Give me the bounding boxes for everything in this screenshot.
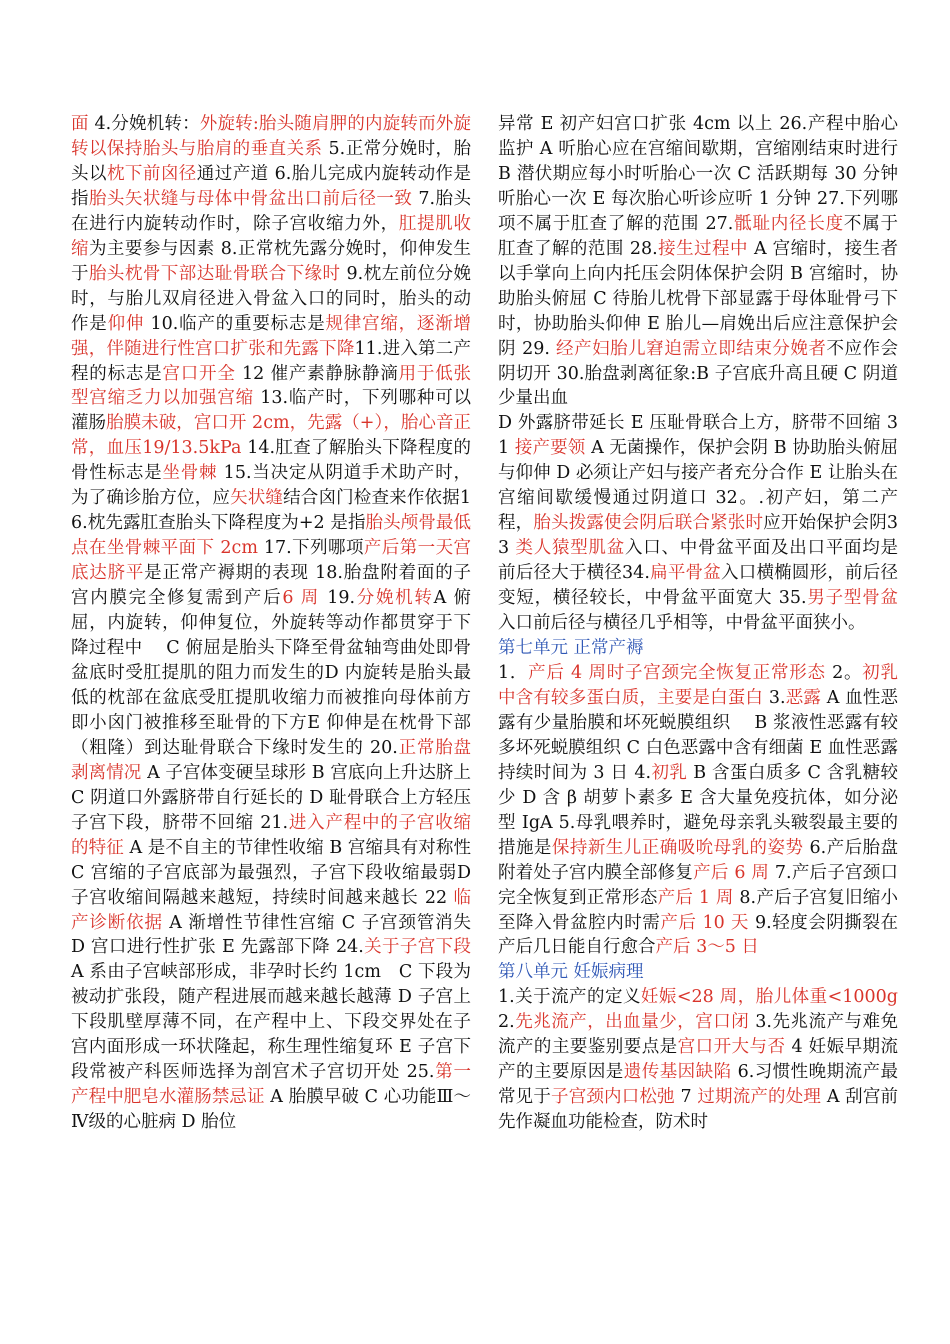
highlighted-answer: 仰伸 bbox=[107, 313, 145, 334]
left-column bbox=[71, 112, 471, 1135]
highlighted-answer: 正常胎盘剥离情况 bbox=[71, 737, 471, 783]
body-text: A 刮宫前先作凝血功能检查，防术时 bbox=[498, 1087, 899, 1133]
highlighted-answer: 过期流产的处理 bbox=[697, 1087, 822, 1108]
highlighted-answer: 第一产程中肥皂水灌肠禁忌证 bbox=[71, 1062, 471, 1108]
heading-text: 第八单元 妊娠病理 bbox=[498, 962, 644, 983]
paragraph bbox=[498, 661, 898, 960]
body-text: 17.下列哪项 bbox=[257, 538, 364, 559]
highlighted-answer: 临产诊断依据 bbox=[71, 887, 471, 933]
highlighted-answer: 枕下前囟径 bbox=[106, 163, 197, 184]
highlighted-answer: 接产要领 bbox=[514, 438, 586, 459]
highlighted-answer: 妊娠<28 周，胎儿体重<1000g bbox=[640, 987, 898, 1008]
body-text: A 血性恶露有少量胎膜和坏死蜕膜组织 B 浆液性恶露有较多坏死蜕膜组织 C 白色恶露中含有细菌 E 血性恶露持续时间为 3 日 4. bbox=[498, 687, 899, 783]
highlighted-answer: 初乳中含有较多蛋白质，主要是白蛋白 bbox=[498, 662, 899, 708]
highlighted-answer: 经产妇胎儿窘迫需立即结束分娩者 bbox=[556, 338, 827, 359]
highlighted-answer: 胎头枕骨下部达耻骨联合下缘时 bbox=[88, 263, 341, 284]
highlighted-answer: 进入产程中的子宫收缩的特征 bbox=[71, 812, 471, 858]
body-text: 11.进入第二产程的标志是 bbox=[71, 338, 471, 384]
body-text: 通过产道 6.胎儿完成内旋转动作是指 bbox=[71, 163, 472, 209]
highlighted-answer: 胎头拨露使会阴后联合紧张时 bbox=[533, 513, 764, 534]
body-text: 5.正常分娩时，胎头以 bbox=[71, 138, 471, 184]
body-text: 9.轻度会阴撕裂在产后几日能自行愈合 bbox=[498, 912, 898, 958]
highlighted-answer: 产后 6 周 bbox=[693, 862, 770, 883]
highlighted-answer: 产后 4 周时子宫颈完全恢复正常形态 bbox=[528, 662, 826, 683]
body-text: 应开始保护会阴33 bbox=[498, 513, 899, 559]
paragraph bbox=[498, 411, 898, 636]
body-text: A 胎膜早破 C 心功能Ⅲ～Ⅳ级的心脏病 D 胎位 bbox=[71, 1087, 472, 1133]
paragraph bbox=[498, 112, 898, 411]
body-text: A 无菌操作，保护会阴 B 协助胎头俯屈与仰伸 D 必须让产妇与接产者充分合作 E 让胎头在宫缩间歇缓慢通过阴道口 32。.初产妇，第二产程， bbox=[498, 438, 899, 534]
body-text: 为主要参与因素 8.正常枕先露分娩时，仰伸发生于 bbox=[71, 238, 471, 284]
body-text: B 含蛋白质多 C 含乳糖较少 D 含 β 胡萝卜素多 E 含大量免疫抗体，如分泌型 IgA 5.母乳喂养时，避免母亲乳头皲裂最主要的措施是 bbox=[498, 762, 898, 858]
body-text: 3. bbox=[763, 687, 786, 708]
highlighted-answer: 胎头矢状缝与母体中骨盆出口前后径一致 bbox=[88, 188, 413, 209]
body-text: 19. bbox=[319, 588, 356, 609]
heading-text: 第七单元 正常产褥 bbox=[498, 638, 644, 659]
highlighted-answer: 子宫颈内口松弛 bbox=[551, 1087, 675, 1108]
highlighted-answer: 关于子宫下段 bbox=[363, 937, 472, 958]
highlighted-answer: 分娩机转 bbox=[355, 588, 434, 609]
body-text: 2. bbox=[498, 1012, 515, 1033]
body-text: 9.枕左前位分娩时，与胎儿双肩径进入骨盆入口的同时，胎头的动作是 bbox=[71, 263, 471, 334]
highlighted-answer: 扁平骨盆 bbox=[649, 563, 721, 584]
highlighted-answer: 先兆流产，出血量少，宫口闭 bbox=[514, 1012, 750, 1033]
body-text: 3.先兆流产与难免流产的主要鉴别要点是 bbox=[498, 1012, 899, 1058]
section-heading bbox=[498, 636, 898, 661]
highlighted-answer: 肛提肌收缩 bbox=[71, 213, 472, 259]
body-text: 入口前后径与横径几乎相等，中骨盆平面狭小。 bbox=[498, 613, 866, 634]
highlighted-answer: 面 bbox=[71, 114, 95, 134]
body-text: 不应作会阴切开 30.胎盘剥离征象:B 子宫底升高且硬 C 阴道少量出血 bbox=[498, 338, 899, 409]
highlighted-answer: 宫口开大与否 bbox=[677, 1037, 786, 1058]
highlighted-answer: 宫口开全 bbox=[162, 363, 236, 384]
highlighted-answer: 男子型骨盆 bbox=[806, 588, 898, 609]
body-text: A 子宫体变硬呈球形 B 宫底向上升达脐上 C 阴道口外露脐带自行延长的 D 耻骨联合上方轻压子宫下段，脐带不回缩 21. bbox=[71, 762, 472, 833]
highlighted-answer: 接生过程中 bbox=[657, 238, 748, 259]
body-text: 2。 bbox=[825, 662, 863, 683]
body-text: 6.产后胎盘附着处子宫内膜全部修复 bbox=[498, 837, 899, 883]
highlighted-answer: 规律宫缩，逐渐增强，伴随进行性宫口扩张和先露下降 bbox=[71, 313, 472, 359]
body-text: 4.分娩机转： bbox=[94, 114, 200, 134]
section-heading bbox=[498, 960, 898, 985]
highlighted-answer: 产后第一天宫底达脐平 bbox=[71, 538, 471, 584]
body-text: 14.肛查了解胎头下降程度的骨性标志是 bbox=[71, 438, 471, 484]
body-text: 结合囟门检查来作依据16.枕先露肛查胎头下降程度为+2 是指 bbox=[71, 488, 471, 534]
body-text: 10.临产的重要标志是 bbox=[144, 313, 326, 334]
highlighted-answer: 骶耻内径长度 bbox=[733, 213, 844, 234]
body-text: 1.关于流产的定义 bbox=[498, 987, 641, 1008]
right-column bbox=[498, 112, 898, 1135]
highlighted-answer: 坐骨棘 bbox=[162, 463, 218, 484]
body-text: 15.当决定从阴道手术助产时，为了确诊胎方位，应 bbox=[71, 463, 471, 509]
body-text: A 宫缩时，接生者以手掌向上向内托压会阴体保护会阴 B 宫缩时，协助胎头俯屈 C 待胎儿枕骨下部显露于母体耻骨弓下时，协助胎头仰伸 E 胎儿—肩娩出后应注意保护会阴 29. bbox=[498, 238, 899, 359]
body-text: 13.临产时，下列哪种可以灌肠 bbox=[71, 388, 471, 434]
highlighted-answer: 胎头颅骨最低点在坐骨棘平面下 2cm bbox=[71, 513, 472, 559]
highlighted-answer: 矢状缝 bbox=[230, 488, 284, 509]
highlighted-answer: 恶露 bbox=[785, 687, 822, 708]
highlighted-answer: 产后 3～5 日 bbox=[655, 937, 759, 958]
highlighted-answer: 产后 10 天 bbox=[660, 912, 749, 933]
body-text: 7.胎头在进行内旋转动作时，除子宫收缩力外， bbox=[71, 188, 471, 234]
highlighted-answer: 初乳 bbox=[651, 762, 688, 783]
highlighted-answer: 类人猿型肌盆 bbox=[515, 538, 625, 559]
body-text: 入口横椭圆形，前后径变短，横径较长，中骨盆平面宽大 35. bbox=[498, 563, 898, 609]
highlighted-answer: 保持新生儿正确吸吮母乳的姿势 bbox=[551, 837, 804, 858]
body-text: 4 妊娠早期流产的主要原因是 bbox=[498, 1037, 899, 1083]
body-text: 7 bbox=[674, 1087, 698, 1108]
highlighted-answer: 产后 1 周 bbox=[657, 887, 734, 908]
body-text: 1． bbox=[498, 662, 529, 683]
body-text: 不属于肛查了解的范围 28. bbox=[498, 213, 898, 259]
body-text: A 俯屈，内旋转，仰伸复位，外旋转等动作都贯穿于下降过程中 C 俯屈是胎头下降至骨盆轴弯曲处即骨盆底时受肛提肌的阻力而发生的D 内旋转是胎头最低的枕部在盆底受肛提肌收缩力而被推向母体前方即小囟门被推移至耻骨的下方E 仰伸是在枕骨下部（粗隆）到达耻骨联合下缘时发生的 20. bbox=[71, 588, 472, 758]
highlighted-answer: 用于低张型宫缩乏力以加强宫缩 bbox=[71, 363, 472, 409]
body-text: A 渐增性节律性宫缩 C 子宫颈管消失 D 宫口进行性扩张 E 先露部下降 24. bbox=[71, 912, 472, 958]
body-text: 7.产后子宫颈口完全恢复到正常形态 bbox=[498, 862, 899, 908]
body-text: A 系由子宫峡部形成，非孕时长约 1cm C 下段为被动扩张段，随产程进展而越来越长越薄 D 子宫上下段肌壁厚薄不同，在产程中上、下段交界处在子宫内面形成一环状隆起，称生理性缩复环 E 子宫下段常被产科医师选择为剖宫术子宫切开处 25. bbox=[71, 962, 471, 1083]
highlighted-answer: 遗传基因缺陷 bbox=[623, 1062, 732, 1083]
body-text: 12 催产素静脉静滴 bbox=[235, 363, 399, 384]
highlighted-answer: 胎膜未破，宫口开 2cm，先露（+），胎心音正常，血压19/13.5kPa bbox=[71, 413, 471, 459]
body-text: 是正常产褥期的表现 18.胎盘附着面的子宫内膜完全修复需到产后 bbox=[71, 563, 471, 609]
body-text: 8.产后子宫复旧缩小至降入骨盆腔内时需 bbox=[498, 887, 898, 933]
body-text: 异常 E 初产妇宫口扩张 4cm 以上 26.产程中胎心监护 A 听胎心应在宫缩间歇期，宫缩刚结束时进行 B 潜伏期应每小时听胎心一次 C 活跃期每 30 分钟听胎心一次 E 每次胎心听诊应听 1 分钟 27.下列哪项不属于肛查了解的范围 27. bbox=[498, 114, 898, 234]
body-text: 入口、中骨盆平面及出口平面均是前后径大于横径34. bbox=[498, 538, 898, 584]
paragraph bbox=[498, 985, 898, 1135]
body-text: D 外露脐带延长 E 压耻骨联合上方，脐带不回缩 31 bbox=[498, 413, 898, 459]
paragraph bbox=[71, 112, 471, 1135]
highlighted-answer: 6 周 bbox=[282, 588, 320, 609]
body-text: A 是不自主的节律性收缩 B 宫缩具有对称性 C 宫缩的子宫底部为最强烈，子宫下段收缩最弱D 子宫收缩间隔越来越短，持续时间越来越长 22 bbox=[71, 837, 472, 908]
highlighted-answer: 外旋转:胎头随肩胛的内旋转而外旋转以保持胎头与胎肩的垂直关系 bbox=[71, 114, 471, 159]
body-text: 6.习惯性晚期流产最常见于 bbox=[498, 1062, 899, 1108]
